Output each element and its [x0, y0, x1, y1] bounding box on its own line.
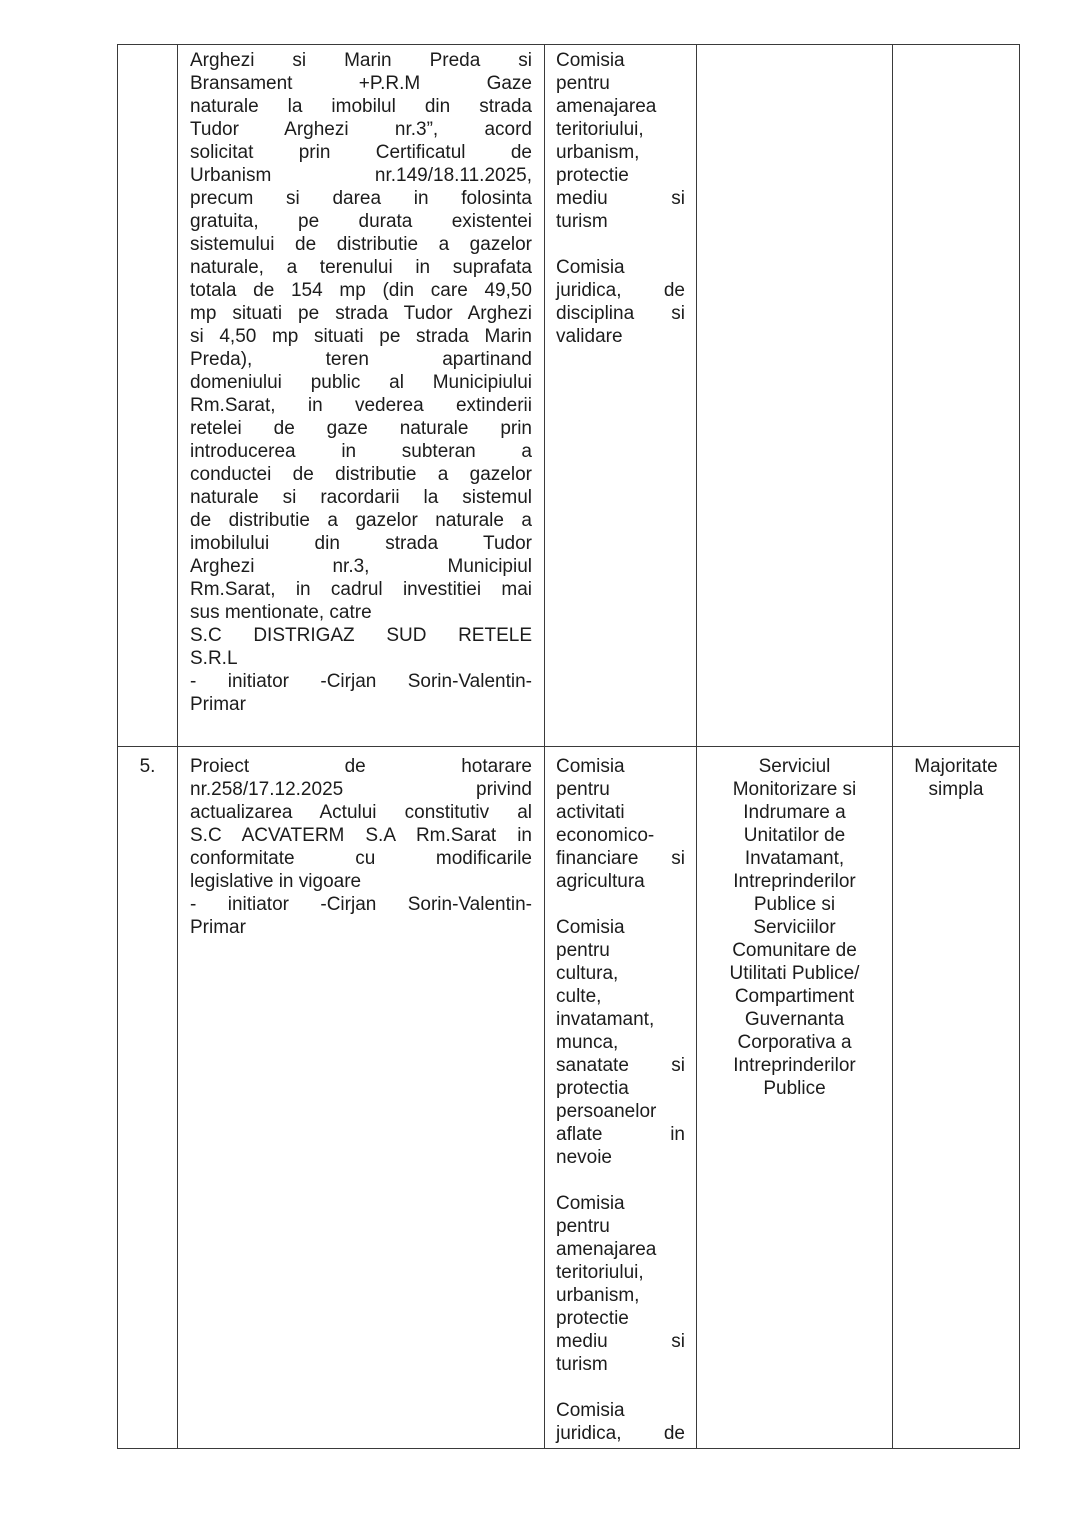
text-line: actualizarea Actului constitutiv al [190, 802, 532, 823]
text-line: precum si darea in folosinta [190, 188, 532, 209]
text-line [118, 49, 177, 72]
text-line: sistemului de distributie a gazelor [190, 234, 532, 255]
text-line: simpla [928, 779, 984, 800]
text-line: naturale si racordarii la sistemul [190, 487, 532, 508]
cell-project-description [178, 747, 545, 1449]
agenda-table [117, 44, 1020, 1449]
text-line: Guvernanta [744, 1009, 845, 1030]
cell-item-number-content [118, 747, 177, 1448]
text-line [556, 1169, 685, 1192]
text-line: Comisia [556, 257, 625, 278]
text-line: nevoie [556, 1147, 612, 1168]
text-line: financiare si [556, 848, 685, 869]
text-line: urbanism, [556, 1285, 640, 1306]
text-line: turism [556, 211, 608, 232]
cell-committees [545, 747, 697, 1449]
text-line: Comisia [556, 1400, 625, 1421]
text-line: protectie [556, 1308, 629, 1329]
cell-item-number [118, 45, 178, 747]
text-line: Serviciul [758, 756, 831, 777]
text-line: naturale la imobilul din strada [190, 96, 532, 117]
text-line: Serviciilor [753, 917, 836, 938]
cell-department-content [697, 45, 892, 746]
cell-committees-content [545, 747, 696, 1448]
text-line: Monitorizare si [732, 779, 857, 800]
text-line: Intreprinderilor [733, 871, 856, 892]
agenda-table-body [118, 45, 1020, 1449]
text-line: Corporativa a [737, 1032, 852, 1053]
text-line: Primar [190, 694, 246, 715]
text-line: Rm.Sarat, in vederea extinderii [190, 395, 532, 416]
text-line [556, 893, 685, 916]
text-line: urbanism, [556, 142, 640, 163]
text-line: sanatate si [556, 1055, 685, 1076]
cell-majority-content [893, 747, 1019, 1448]
text-line: S.R.L [190, 648, 238, 669]
text-line: teritoriului, [556, 119, 644, 140]
text-line: invatamant, [556, 1009, 655, 1030]
text-line: activitati [556, 802, 625, 823]
text-line: agricultura [556, 871, 645, 892]
text-line: Comunitare de [732, 940, 857, 961]
text-line: aflate in [556, 1124, 685, 1145]
text-line: si 4,50 mp situati pe strada Marin [190, 326, 532, 347]
text-line: cultura, [556, 963, 619, 984]
text-line: persoanelor [556, 1101, 657, 1122]
cell-department [697, 45, 893, 747]
text-line: Utilitati Publice/ [729, 963, 860, 984]
text-line: Preda), teren apartinand [190, 349, 532, 370]
text-line: Proiect de hotarare [190, 756, 532, 777]
text-line: conductei de distributie a gazelor [190, 464, 532, 485]
text-line: totala de 154 mp (din care 49,50 [190, 280, 532, 301]
text-line: Publice [763, 1078, 826, 1099]
text-line: S.C DISTRIGAZ SUD RETELE [190, 625, 532, 646]
text-line: Rm.Sarat, in cadrul investitiei mai [190, 579, 532, 600]
text-line: sus mentionate, catre [190, 602, 372, 623]
text-line: pentru [556, 940, 610, 961]
text-line [556, 1376, 685, 1399]
text-line: Publice si [753, 894, 836, 915]
table-row [118, 747, 1020, 1449]
cell-majority [893, 747, 1020, 1449]
text-line: legislative in vigoare [190, 871, 362, 892]
text-line: S.C ACVATERM S.A Rm.Sarat in [190, 825, 532, 846]
text-line: Compartiment [734, 986, 855, 1007]
text-line: introducerea in subteran a [190, 441, 532, 462]
text-line: mp situati pe strada Tudor Arghezi [190, 303, 532, 324]
text-line: amenajarea [556, 96, 657, 117]
text-line: mediu si [556, 1331, 685, 1352]
text-line: disciplina si [556, 303, 685, 324]
cell-majority [893, 45, 1020, 747]
text-line: munca, [556, 1032, 619, 1053]
text-line: imobilului din strada Tudor [190, 533, 532, 554]
text-line: - initiator -Cirjan Sorin-Valentin- [190, 894, 532, 915]
text-line: conformitate cu modificarile [190, 848, 532, 869]
text-line: 5. [139, 756, 156, 777]
text-line: de distributie a gazelor naturale a [190, 510, 532, 531]
text-line: nr.258/17.12.2025 privind [190, 779, 532, 800]
text-line: Unitatilor de [743, 825, 846, 846]
text-line: Arghezi si Marin Preda si [190, 50, 532, 71]
text-line: validare [556, 326, 623, 347]
text-line: - initiator -Cirjan Sorin-Valentin- [190, 671, 532, 692]
text-line: gratuita, pe durata existentei [190, 211, 532, 232]
text-line: pentru [556, 1216, 610, 1237]
text-line: juridica, de [556, 1423, 685, 1444]
cell-department-content [697, 747, 892, 1448]
text-line: Bransament +P.R.M Gaze [190, 73, 532, 94]
text-line: culte, [556, 986, 602, 1007]
text-line: turism [556, 1354, 608, 1375]
text-line: solicitat prin Certificatul de [190, 142, 532, 163]
cell-majority-content [893, 45, 1019, 746]
text-line: protectia [556, 1078, 629, 1099]
text-line: Comisia [556, 756, 625, 777]
text-line: Primar [190, 917, 246, 938]
text-line: retelei de gaze naturale prin [190, 418, 532, 439]
text-line: naturale, a terenului in suprafata [190, 257, 532, 278]
text-line: teritoriului, [556, 1262, 644, 1283]
text-line: Majoritate [914, 756, 998, 777]
text-line: pentru [556, 779, 610, 800]
text-line: protectie [556, 165, 629, 186]
text-line: domeniului public al Municipiului [190, 372, 532, 393]
cell-project-description-content [178, 45, 544, 746]
text-line: Comisia [556, 50, 625, 71]
cell-project-description [178, 45, 545, 747]
text-line: pentru [556, 73, 610, 94]
cell-item-number-content [118, 45, 177, 746]
cell-item-number [118, 747, 178, 1449]
text-line: Tudor Arghezi nr.3”, acord [190, 119, 532, 140]
text-line: mediu si [556, 188, 685, 209]
cell-committees [545, 45, 697, 747]
table-row [118, 45, 1020, 747]
text-line: amenajarea [556, 1239, 657, 1260]
text-line: Invatamant, [744, 848, 845, 869]
text-line: economico- [556, 825, 655, 846]
cell-department [697, 747, 893, 1449]
text-line: Comisia [556, 1193, 625, 1214]
cell-project-description-content [178, 747, 544, 1448]
text-line: juridica, de [556, 280, 685, 301]
cell-committees-content [545, 45, 696, 746]
text-line [556, 233, 685, 256]
text-line: Comisia [556, 917, 625, 938]
text-line: Arghezi nr.3, Municipiul [190, 556, 532, 577]
text-line: Intreprinderilor [733, 1055, 856, 1076]
text-line: Indrumare a [743, 802, 846, 823]
text-line: Urbanism nr.149/18.11.2025, [190, 165, 532, 186]
